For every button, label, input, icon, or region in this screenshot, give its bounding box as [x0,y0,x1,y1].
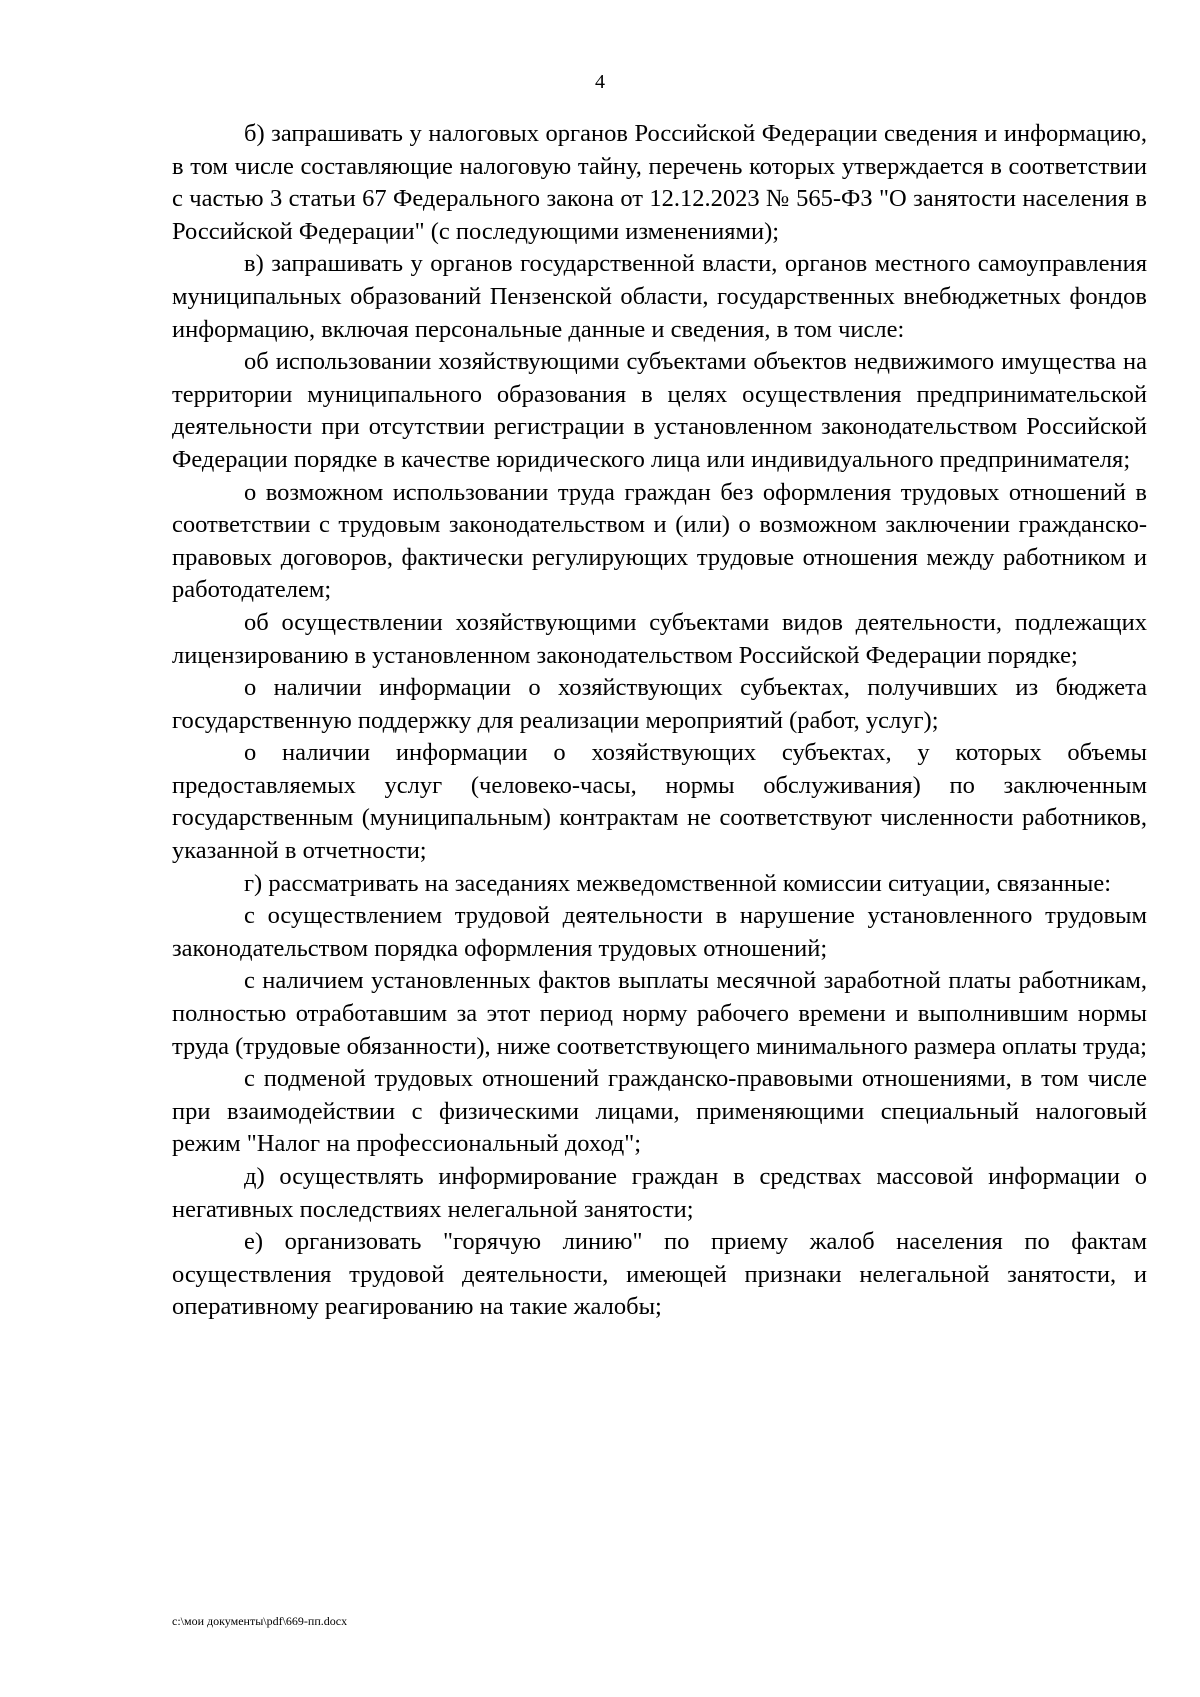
paragraph-g-commission-meetings: г) рассматривать на заседаниях межведомственной комиссии ситуации, связанные: [244,869,1112,897]
paragraph-civil-contracts-substitution: с подменой трудовых отношений гражданско-правовыми отношениями, в том числе при взаимодействии с физическими лицами, применяющими специальный налоговый режим "Налог на профессиональный доход"; [172,1065,1147,1158]
footer-file-path: c:\мои документы\pdf\669-пп.docx [172,1614,348,1628]
paragraph-real-estate-use: об использовании хозяйствующими субъектами объектов недвижимого имущества на территории муниципального образования в целях осуществления предпринимательской деятельности при отсутствии регистрации в установленном законодательством Российской Федерации порядке в качестве юридического лица или индивидуального предпринимателя; [172,348,1147,473]
paragraph-licensed-activities: об осуществлении хозяйствующими субъектами видов деятельности, подлежащих лицензированию в установленном законодательством Российской Федерации порядке; [172,608,1147,669]
paragraph-v-state-authorities: в) запрашивать у органов государственной власти, органов местного самоуправления муниципальных образований Пензенской области, государственных внебюджетных фондов информацию, включая персональные данные и сведения, в том числе: [172,250,1147,343]
paragraph-b-tax-authorities: б) запрашивать у налоговых органов Российской Федерации сведения и информацию, в том числе составляющие налоговую тайну, перечень которых утверждается в соответствии с частью 3 статьи 67 Федерального закона от 12.12.2023 № 565-ФЗ "О занятости населения в Российской Федерации" (с последующими изменениями); [172,120,1147,245]
paragraph-e-hotline: е) организовать "горячую линию" по приему жалоб населения по фактам осуществления трудовой деятельности, имеющей признаки нелегальной занятости, и оперативному реагированию на такие жалобы; [172,1228,1147,1321]
page-number: 4 [595,71,605,93]
paragraph-contract-volumes: о наличии информации о хозяйствующих субъектах, у которых объемы предоставляемых услуг (человеко-часы, нормы обслуживания) по заключенным государственным (муниципальным) контрактам не соответствуют численности работников, указанной в отчетности; [172,739,1147,865]
paragraph-labor-violations: с осуществлением трудовой деятельности в нарушение установленного трудовым законодательством порядка оформления трудовых отношений; [172,902,1147,962]
paragraph-budget-support: о наличии информации о хозяйствующих субъектах, получивших из бюджета государственную поддержку для реализации мероприятий (работ, услуг); [172,674,1147,734]
paragraph-d-media-informing: д) осуществлять информирование граждан в средствах массовой информации о негативных последствиях нелегальной занятости; [172,1163,1147,1223]
paragraph-minimum-wage: с наличием установленных фактов выплаты месячной заработной платы работникам, полностью отработавшим за этот период норму рабочего времени и выполнившим нормы труда (трудовые обязанности), ниже соответствующего минимального размера оплаты труда; [172,967,1147,1060]
paragraph-unregistered-labor: о возможном использовании труда граждан без оформления трудовых отношений в соответствии с трудовым законодательством и (или) о возможном заключении гражданско-правовых договоров, фактически регулирующих трудовые отношения между работником и работодателем; [172,478,1147,604]
document-body [172,118,1147,1324]
